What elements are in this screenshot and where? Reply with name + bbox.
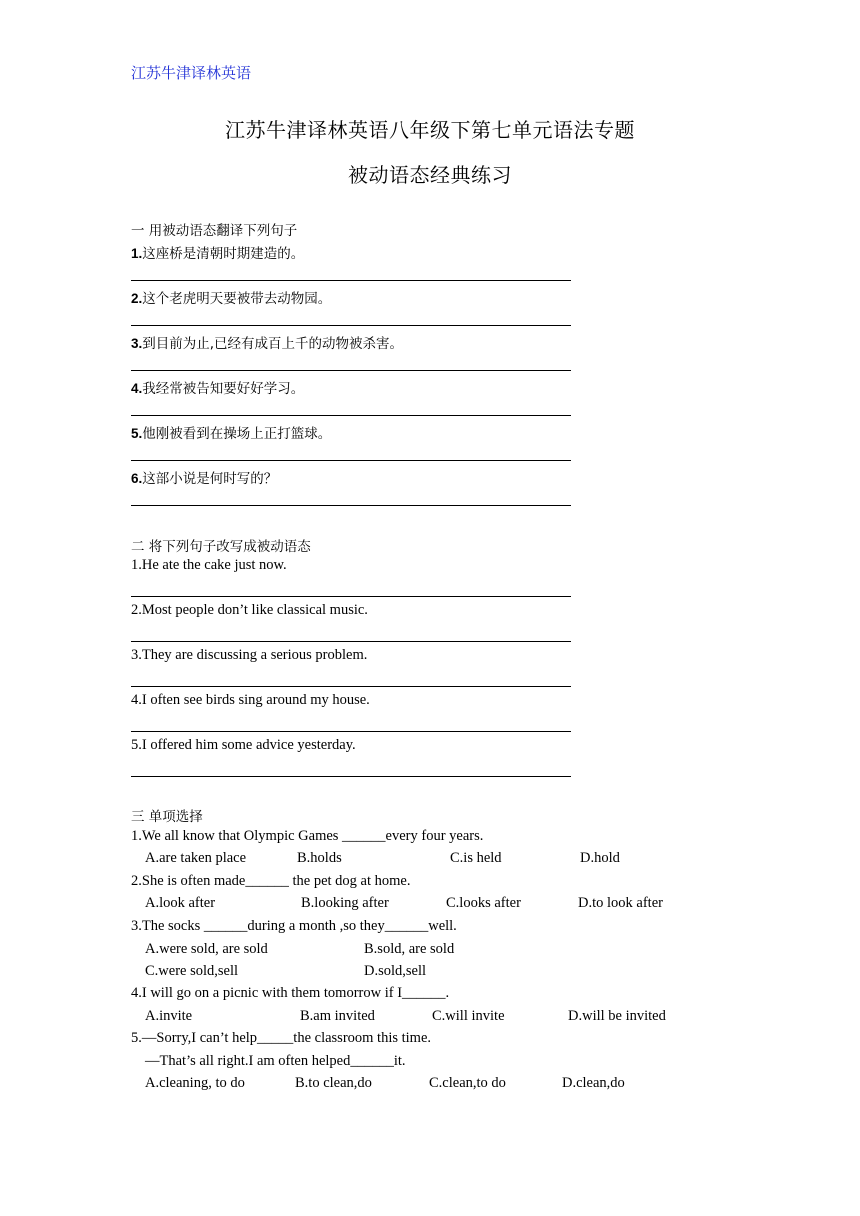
answer-line[interactable] (131, 460, 571, 461)
option-c[interactable]: C.looks after (446, 895, 521, 911)
option-b[interactable]: B.holds (297, 850, 342, 866)
option-d[interactable]: D.sold,sell (364, 963, 427, 979)
answer-line[interactable] (131, 415, 571, 416)
question-text: 这座桥是清朝时期建造的。 (142, 246, 305, 262)
answer-line[interactable] (131, 776, 571, 777)
question-text: 到目前为止,已经有成百上千的动物被杀害。 (142, 336, 404, 352)
option-d[interactable]: D.hold (580, 850, 620, 866)
translation-question-4 (131, 377, 304, 397)
section-3-heading: 三 单项选择 (131, 809, 203, 825)
option-b[interactable]: B.am invited (300, 1008, 375, 1024)
answer-line[interactable] (131, 731, 571, 732)
question-number: 5. (131, 426, 143, 441)
option-b[interactable]: B.sold, are sold (364, 941, 455, 957)
question-text: 我经常被告知要好好学习。 (142, 381, 305, 397)
answer-line[interactable] (131, 325, 571, 326)
answer-line[interactable] (131, 280, 571, 281)
section-2-heading: 二 将下列句子改写成被动语态 (131, 539, 311, 555)
rewrite-question-5: 5.I offered him some advice yesterday. (131, 737, 356, 753)
question-number: 1. (131, 246, 143, 261)
option-a[interactable]: A.invite (145, 1008, 193, 1024)
question-number: 2. (131, 291, 143, 306)
rewrite-question-2: 2.Most people don’t like classical music. (131, 602, 368, 618)
option-d[interactable]: D.clean,do (562, 1075, 625, 1091)
answer-line[interactable] (131, 596, 571, 597)
choice-question-3-stem: 3.The socks ______during a month ,so they______well. (131, 918, 457, 934)
answer-line[interactable] (131, 686, 571, 687)
option-c[interactable]: C.is held (450, 850, 502, 866)
question-number: 3. (131, 336, 143, 351)
translation-question-1 (131, 242, 304, 262)
answer-line[interactable] (131, 641, 571, 642)
option-c[interactable]: C.were sold,sell (145, 963, 239, 979)
option-d[interactable]: D.will be invited (568, 1008, 666, 1024)
answer-line[interactable] (131, 370, 571, 371)
option-c[interactable]: C.will invite (432, 1008, 505, 1024)
translation-question-5 (131, 422, 331, 442)
translation-question-2 (131, 287, 331, 307)
question-text: 这部小说是何时写的？ (142, 471, 278, 487)
answer-line[interactable] (131, 505, 571, 506)
section-1-heading: 一 用被动语态翻译下列句子 (131, 223, 298, 239)
choice-question-5-stem: 5.—Sorry,I can’t help_____the classroom this time. (131, 1030, 432, 1046)
choice-question-5-stem-response: —That’s all right.I am often helped______it. (145, 1053, 406, 1069)
choice-question-4-stem: 4.I will go on a picnic with them tomorrow if I______. (131, 985, 450, 1001)
option-a[interactable]: A.cleaning, to do (145, 1075, 245, 1091)
question-number: 4. (131, 381, 143, 396)
choice-question-2-stem: 2.She is often made______ the pet dog at home. (131, 873, 411, 889)
rewrite-question-4: 4.I often see birds sing around my house. (131, 692, 370, 708)
option-b[interactable]: B.looking after (301, 895, 389, 911)
document-subtitle: 被动语态经典练习 (348, 163, 512, 187)
translation-question-3 (131, 332, 403, 352)
rewrite-question-1: 1.He ate the cake just now. (131, 557, 287, 573)
question-text: 他刚被看到在操场上正打篮球。 (142, 426, 332, 442)
rewrite-question-3: 3.They are discussing a serious problem. (131, 647, 368, 663)
choice-question-1-stem: 1.We all know that Olympic Games ______every four years. (131, 828, 484, 844)
translation-question-6 (131, 467, 277, 487)
option-d[interactable]: D.to look after (578, 895, 663, 911)
option-a[interactable]: A.were sold, are sold (145, 941, 268, 957)
option-a[interactable]: A.are taken place (145, 850, 247, 866)
question-text: 这个老虎明天要被带去动物园。 (142, 291, 332, 307)
header-link[interactable]: 江苏牛津译林英语 (131, 64, 252, 82)
question-number: 6. (131, 471, 143, 486)
option-b[interactable]: B.to clean,do (295, 1075, 372, 1091)
option-a[interactable]: A.look after (145, 895, 216, 911)
option-c[interactable]: C.clean,to do (429, 1075, 506, 1091)
document-title: 江苏牛津译林英语八年级下第七单元语法专题 (225, 118, 635, 142)
